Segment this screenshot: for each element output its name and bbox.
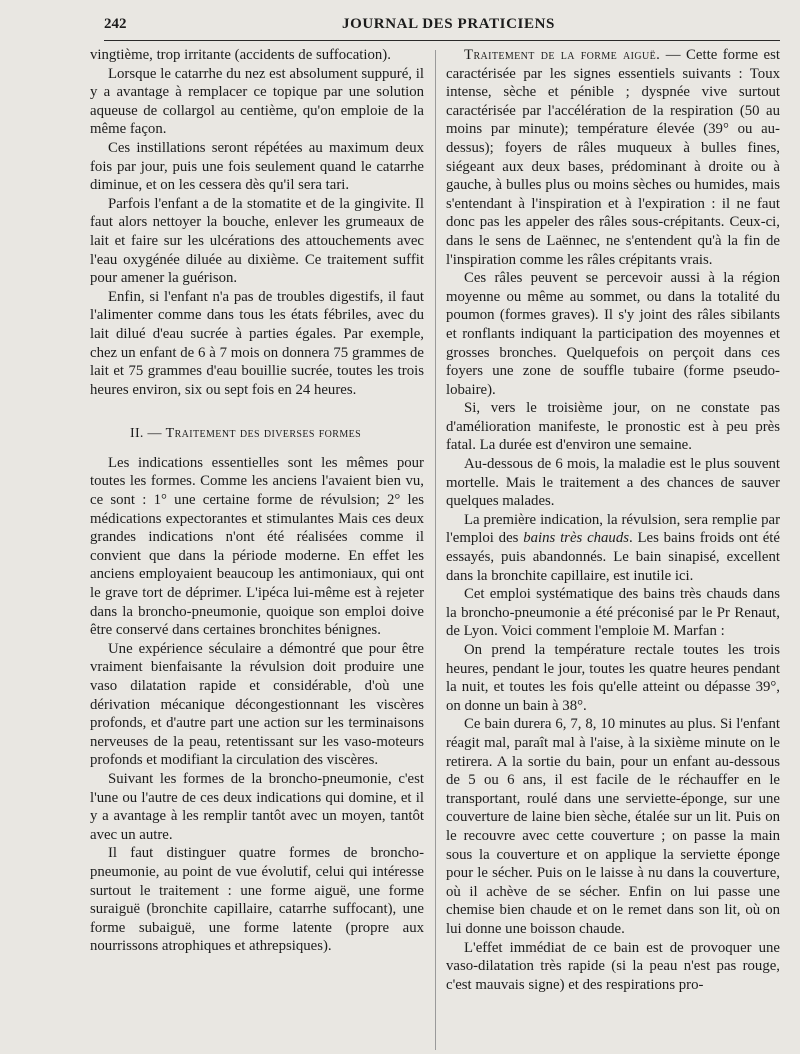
paragraph-text: . Les bains froids ont été essayés, puis abandonnés. Le bain sinapisé, excellent dans la bronchite capillaire, est inutile ici.	[446, 530, 780, 584]
section-title: Traitement des diverses formes	[165, 426, 362, 442]
left-column	[90, 46, 424, 956]
paragraph: Une expérience séculaire a démontré que pour être vraiment bienfaisante la révulsion doit produire une vaso dilatation rapide et considérable, d'où une dérivation mécanique décongestionnant les viscères profonds, et d'autre part une action sur les terminaisons nerveuses de la peau, retentissant sur les vaso-moteurs profonds et modifiant la circulation des viscères.	[90, 640, 424, 769]
page-number: 242	[104, 16, 127, 32]
emphasis-text: bains très chauds	[523, 530, 629, 547]
section-number: II. —	[130, 426, 166, 442]
paragraph	[446, 46, 780, 269]
journal-title: JOURNAL DES PRATICIENS	[342, 16, 555, 32]
column-divider	[435, 50, 436, 1050]
paragraph: Si, vers le troisième jour, on ne constate pas d'amélioration manifeste, le pronostic est à peu près fatal. La durée est d'environ une semaine.	[446, 400, 780, 454]
paragraph: Ces râles peuvent se percevoir aussi à la région moyenne ou même au sommet, ou dans la totalité du poumon (formes graves). Il s'y joint des râles sibilants et ronflants indiquant la participation des moyennes et grosses bronches. Quelquefois on perçoit dans ces foyers une zone de souffle tubaire (forme pseudo-lobaire).	[446, 270, 780, 398]
right-column	[446, 46, 780, 994]
paragraph: Au-dessous de 6 mois, la maladie est le plus souvent mortelle. Mais le traitement a des chances de sauver quelques malades.	[446, 456, 780, 510]
paragraph: Enfin, si l'enfant n'a pas de troubles digestifs, il faut l'alimenter comme dans tous les états fébriles, avec du lait dilué d'eau sucrée à parties égales. Par exemple, chez un enfant de 6 à 7 mois on donnera 75 grammes de lait et 75 grammes d'eau bouillie sucrée, toutes les trois heures environ, six ou sept fois en 24 heures.	[90, 288, 424, 398]
paragraph: On prend la température rectale toutes les trois heures, pendant le jour, toutes les quatre heures pendant la nuit, et toutes les fois qu'elle atteint ou dépasse 39°, on donne un bain à 38°.	[446, 642, 780, 714]
paragraph-text: — Cette forme est caractérisée par les signes essentiels suivants : Toux intense, sèche et pénible ; dyspnée vive surtout caractérisée par l'accélération de la respiration (50 au moins par minute); température élevée (39° ou au-dessus); foyers de râles muqueux à bulles fines, siégeant aux deux bases, prédominant à droite ou à gauche, à bulles plus ou moins sèches ou humides, mais s'entendant à l'inspiration et à l'expiration : il ne faut donc pas les appeler des râles sous-crépitants. Ceux-ci, dans le sens de Laënnec, ne s'entendent qu'à la fin de l'inspiration comme les râles crépitants vrais.	[446, 47, 780, 268]
paragraph: Suivant les formes de la broncho-pneumonie, c'est l'une ou l'autre de ces deux indications qui domine, et il y a avantage à les remplir tantôt avec un moyen, tantôt avec un autre.	[90, 770, 424, 843]
paragraph: Ces instillations seront répétées au maximum deux fois par jour, puis une fois seulement quand le catarrhe diminue, et on les cessera dès qu'il sera tari.	[90, 139, 424, 194]
page-header	[104, 12, 780, 41]
paragraph: Cet emploi systématique des bains très chauds dans la broncho-pneumonie a été préconisé par le Pr Renaut, de Lyon. Voici comment l'emploie M. Marfan :	[446, 586, 780, 640]
paragraph: Il faut distinguer quatre formes de broncho-pneumonie, au point de vue évolutif, celui qui intéresse surtout le traitement : une forme aiguë, une forme suraiguë (bronchite capillaire, catarrhe suffocant), une forme subaiguë, une forme latente (propre aux nourrissons atrophiques et athrepsiques).	[90, 845, 424, 955]
paragraph: vingtième, trop irritante (accidents de suffocation).	[90, 47, 391, 63]
paragraph: Parfois l'enfant a de la stomatite et de la gingivite. Il faut alors nettoyer la bouche, enlever les grumeaux de lait et faire sur les ulcérations des attouchements avec l'eau oxygénée diluée au dixième. Ce traitement suffit pour amener la guérison.	[90, 195, 424, 287]
paragraph: L'effet immédiat de ce bain est de provoquer une vaso-dilatation très rapide (si la peau n'est pas rouge, c'est mauvais signe) et des respirations pro-	[446, 939, 780, 993]
paragraph	[446, 511, 780, 585]
paragraph: Ce bain durera 6, 7, 8, 10 minutes au plus. Si l'enfant réagit mal, paraît mal à l'aise, à la sixième minute on le retirera. A la sortie du bain, pour un enfant au-dessous de 5 ou 6 ans, il est facile de le réchauffer en le transportant, roulé dans une serviette-éponge, sur une couverture de laine bien sèche, étalée sur un lit. Puis on le recouvre avec cette couverture ; on passe la main sous la couverture et on applique la serviette éponge pour le sécher. Puis on le laisse à nu dans la couverture, où il achève de se sécher. Enfin on lui passe une chemise bien chaude et on le remet dans son lit, où on lui donne une boisson chaude.	[446, 716, 780, 937]
paragraph: Les indications essentielles sont les mêmes pour toutes les formes. Comme les anciens l'avaient bien vu, ce sont : 1° une certaine forme de révulsion; 2° les médications expectorantes et stimulantes Mais ces deux grandes indications n'ont été réalisées comme il convient que dans la période moderne. En effet les anciens employaient beaucoup les antimoniaux, qui ont le grave tort de déprimer. L'ipéca lui-même est à rejeter dans la broncho-pneumonie, quoique son emploi doive être conservé dans certaines bronchites bénignes.	[90, 454, 424, 639]
subsection-title: Traitement de la forme aiguë.	[464, 47, 661, 63]
paragraph: Lorsque le catarrhe du nez est absolument suppuré, il y a avantage à remplacer ce topique par une solution aqueuse de collargol au centième, qu'on emploie de la même façon.	[90, 65, 424, 138]
section-heading	[90, 425, 424, 444]
paragraph-text: La première indication, la révulsion, sera remplie par l'emploi des	[446, 511, 780, 547]
